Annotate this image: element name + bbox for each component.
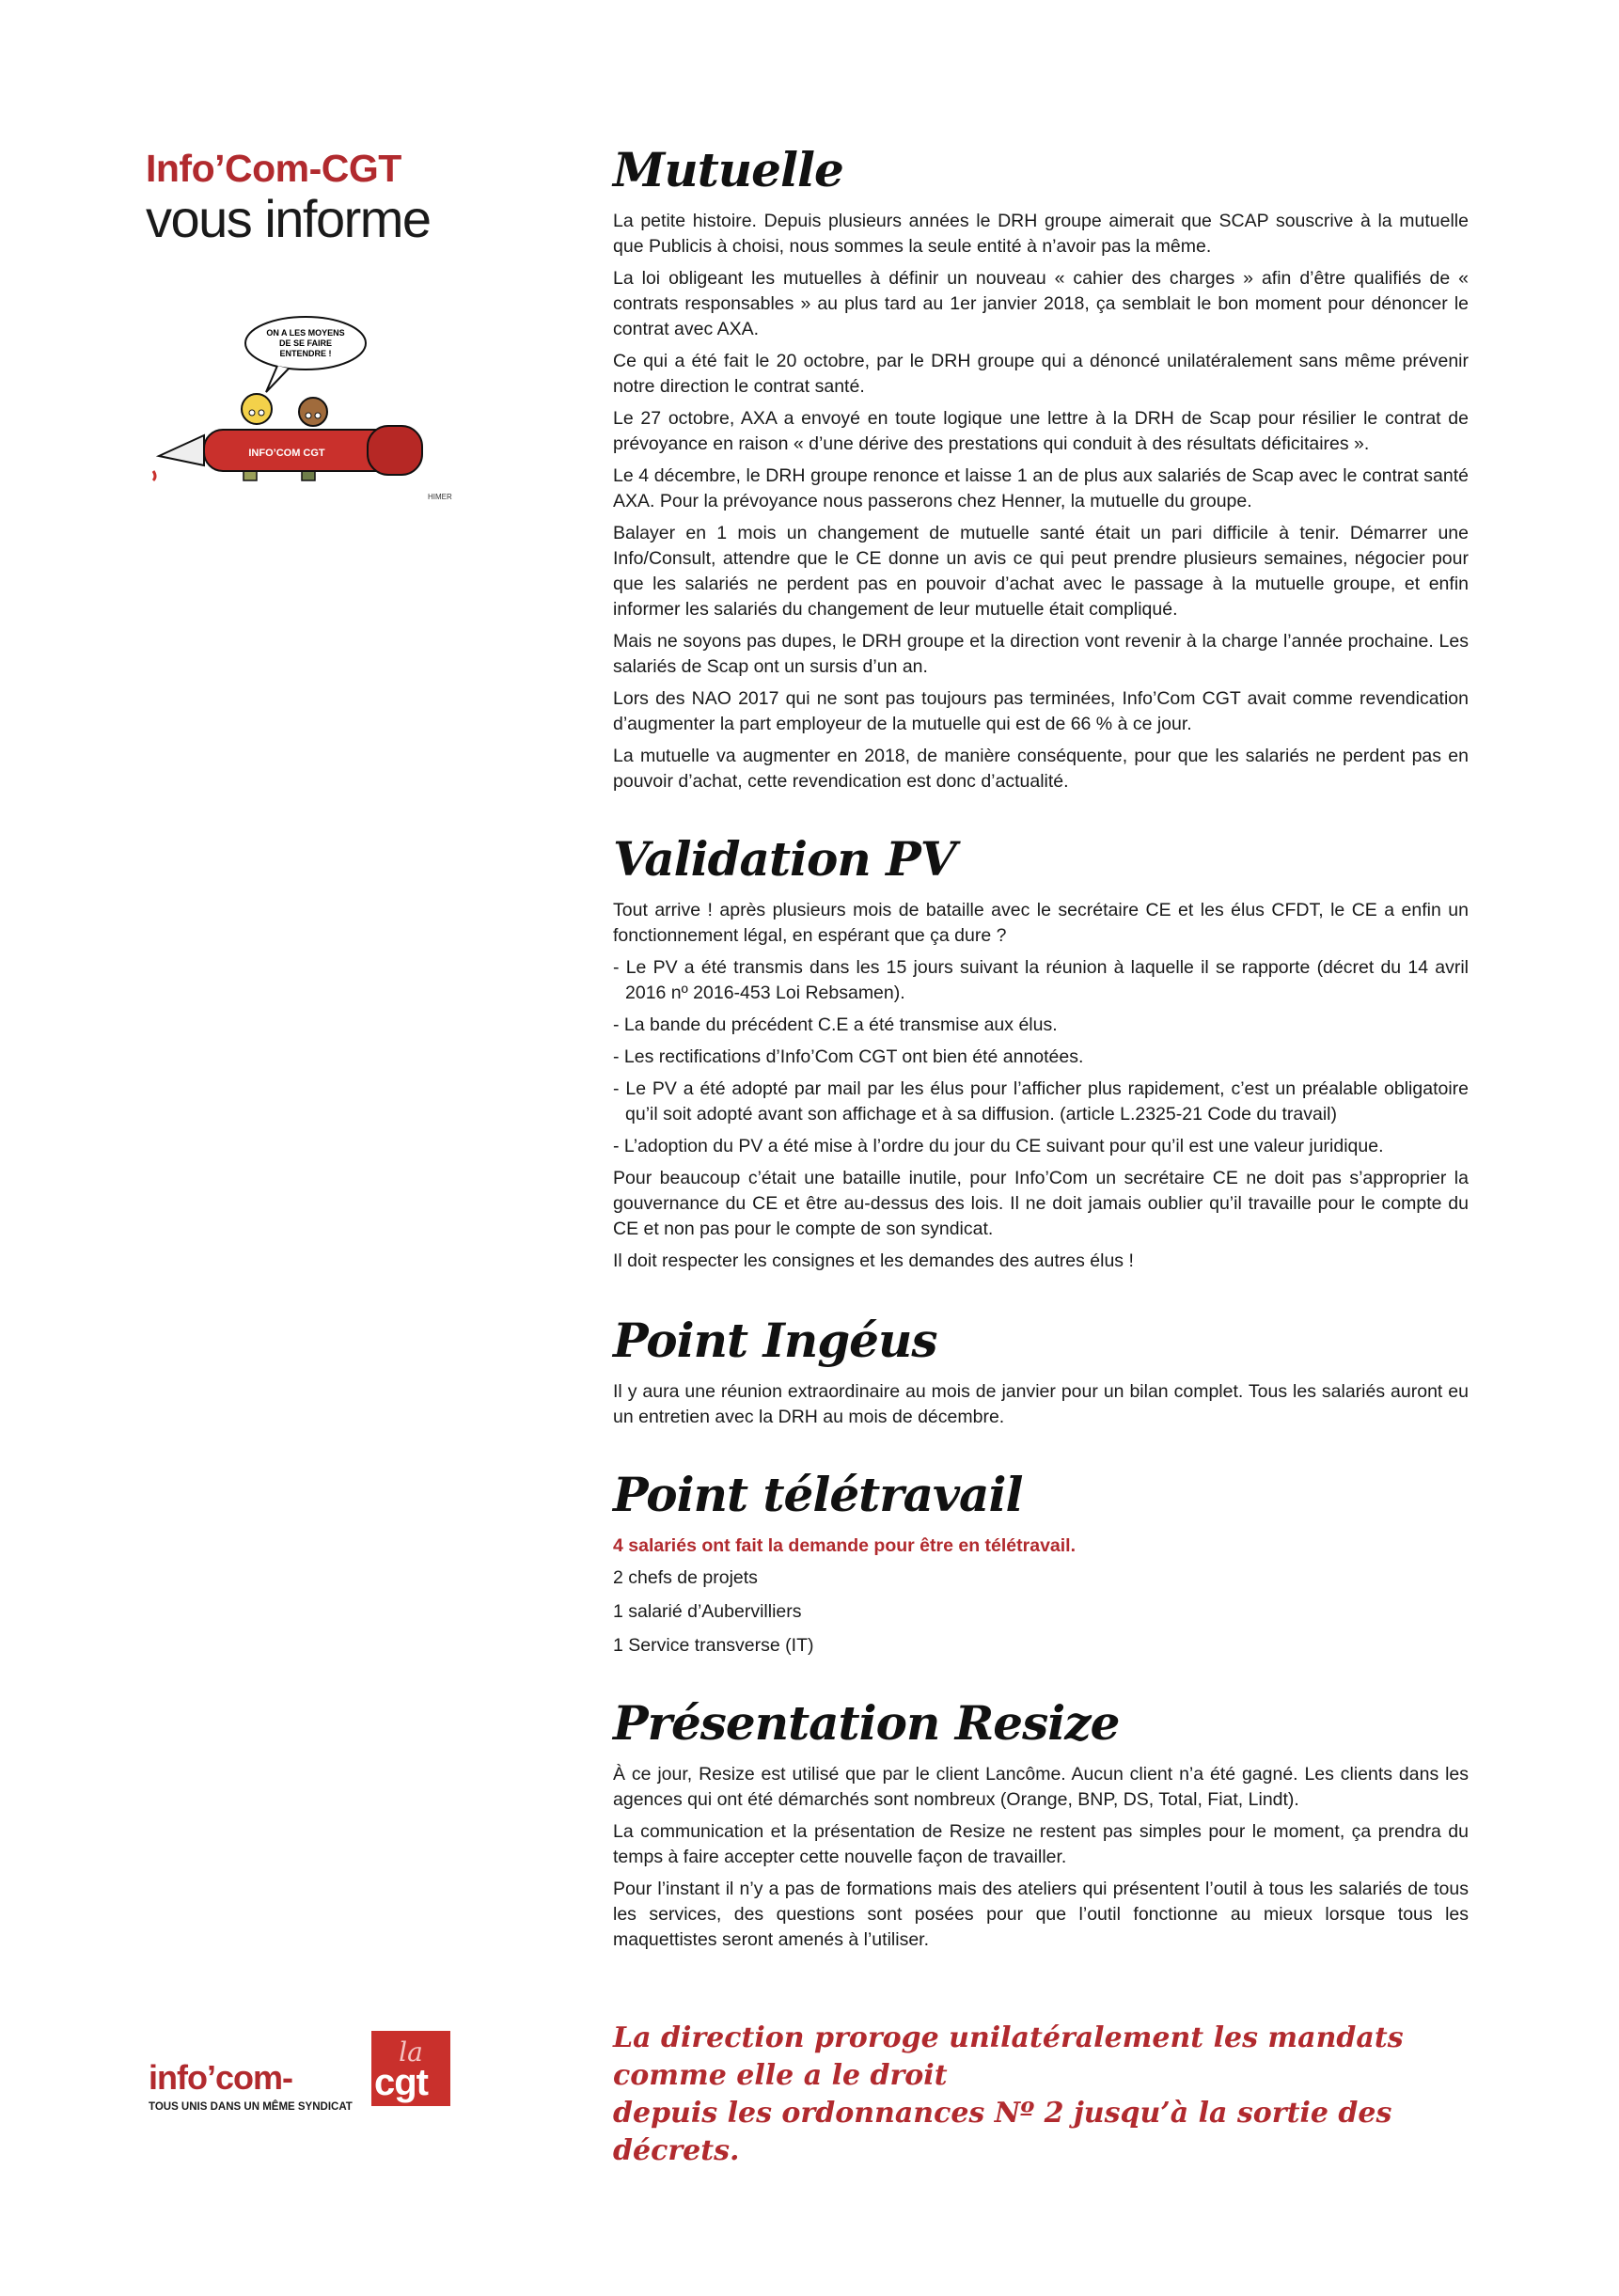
paragraph: Il doit respecter les consignes et les demandes des autres élus ! [613, 1250, 1134, 1271]
paragraph: Ce qui a été fait le 20 octobre, par le DRH groupe qui a dénoncé unilatéralement sans même prévenir notre direction le contrat santé. [613, 351, 1469, 397]
section-presentation-resize [613, 1694, 1469, 1953]
paragraph: La mutuelle va augmenter en 2018, de manière conséquente, pour que les salariés ne perdent pas en pouvoir d’achat, cette revendication est donc d’actualité. [613, 746, 1469, 792]
closing-statement [613, 2020, 1506, 2170]
paragraph: À ce jour, Resize est utilisé que par le client Lancôme. Aucun client n’a été gagné. Les clients dans les agences qui ont été démarchés sont nombreux (Orange, BNP, DS, Total, Fiat, Lindt). [613, 1764, 1469, 1810]
paragraph: La petite histoire. Depuis plusieurs années le DRH groupe aimerait que SCAP souscrive à la mutuelle que Publicis à choisi, nous sommes la seule entité à n’avoir pas la même. [613, 211, 1469, 257]
brand-block [146, 146, 503, 247]
paragraph: Pour l’instant il n’y a pas de formations mais des ateliers qui présentent l’outil à tous les salariés de tous les services, des questions sont posées pour que l’outil fonctionne au mieux lorsque tous les maquettistes seront amenés à l’utiliser. [613, 1879, 1469, 1950]
logo-cgt: cgt [374, 2062, 428, 2103]
closing-line: depuis les ordonnances Nº 2 jusqu’à la sortie des décrets. [613, 2097, 1392, 2167]
paragraph: La loi obligeant les mutuelles à définir un nouveau « cahier des charges » afin d’être qualifiés de « contrats responsables » au plus tard au 1er janvier 2018, ça semblait le bon moment pour dénoncer le contrat avec AXA. [613, 268, 1469, 339]
paragraph: Balayer en 1 mois un changement de mutuelle santé était un pari difficile à tenir. Démarrer une Info/Consult, attendre que le CE donne un avis ce qui peut prendre plusieurs semaines, négocier pour que les salariés ne perdent pas en pouvoir d’achat avec le passage à la mutuelle groupe, et enfin informer les salariés du changement de leur mutuelle était compliqué. [613, 523, 1469, 620]
closing-line: comme elle a le droit [613, 2059, 948, 2092]
bubble-line-1: ON A LES MOYENS [266, 328, 345, 338]
list-item: - La bande du précédent C.E a été transmise aux élus. [613, 1013, 1469, 1038]
cartoon-illustration [146, 315, 465, 503]
paragraph: Il y aura une réunion extraordinaire au mois de janvier pour un bilan complet. Tous les salariés auront eu un entretien avec la DRH au mois de décembre. [613, 1381, 1469, 1427]
bubble-line-2: DE SE FAIRE [278, 338, 333, 348]
highlight-text: 4 salariés ont fait la demande pour être en télétravail. [613, 1535, 1077, 1556]
closing-line: La direction proroge unilatéralement les mandats [613, 2021, 1404, 2054]
list-item: 2 chefs de projets [613, 1567, 758, 1588]
main-content [613, 141, 1469, 1990]
list-item: - L’adoption du PV a été mise à l’ordre du jour du CE suivant pour qu’il est une valeur juridique. [613, 1134, 1469, 1159]
brand-subtitle: vous informe [146, 189, 431, 248]
section-validation-pv [613, 830, 1469, 1274]
section-title: Point télétravail [613, 1467, 1023, 1522]
section-title: Mutuelle [613, 142, 843, 197]
bubble-line-3: ENTENDRE ! [279, 349, 332, 358]
paragraph: Le 27 octobre, AXA a envoyé en toute logique une lettre à la DRH de Scap pour résilier le contrat de prévoyance en raison « d’une dérive des prestations qui conduit à des résultats déficitaires ». [613, 408, 1469, 454]
list-item: 1 salarié d’Aubervilliers [613, 1601, 802, 1622]
list-item: - Le PV a été transmis dans les 15 jours suivant la réunion à laquelle il se rapporte (décret du 14 avril 2016 nº 2016-453 Loi Rebsamen). [613, 955, 1469, 1006]
pen-label: INFO’COM CGT [248, 448, 325, 459]
logo-word: info’com- [149, 2058, 292, 2097]
list-item: - Les rectifications d’Info’Com CGT ont bien été annotées. [613, 1045, 1469, 1070]
infocom-cgt-logo [146, 2031, 465, 2115]
paragraph: Mais ne soyons pas dupes, le DRH groupe et la direction vont revenir à la charge l’année prochaine. Les salariés de Scap ont un sursis d’un an. [613, 631, 1469, 677]
cartoon-signature: HIMER [428, 493, 452, 501]
paragraph: La communication et la présentation de Resize ne restent pas simples pour le moment, ça prendra du temps à faire accepter cette nouvelle façon de travailler. [613, 1821, 1469, 1867]
list-item: - Le PV a été adopté par mail par les élus pour l’afficher plus rapidement, c’est un préalable obligatoire qu’il soit adopté avant son affichage et à sa diffusion. (article L.2325-21 Code du travail) [613, 1077, 1469, 1127]
fountain-pen-icon [159, 426, 422, 475]
section-title: Présentation Resize [613, 1695, 1120, 1751]
logo-tagline: TOUS UNIS DANS UN MÊME SYNDICAT [149, 2101, 353, 2113]
paragraph: Tout arrive ! après plusieurs mois de bataille avec le secrétaire CE et les élus CFDT, le CE a enfin un fonctionnement légal, en espérant que ça dure ? [613, 900, 1469, 946]
section-title: Point Ingéus [613, 1313, 937, 1368]
list-item: 1 Service transverse (IT) [613, 1635, 814, 1656]
paragraph: Lors des NAO 2017 qui ne sont pas toujours pas terminées, Info’Com CGT avait comme revendication d’augmenter la part employeur de la mutuelle qui est de 66 % à ce jour. [613, 688, 1469, 734]
section-point-teletravail [613, 1466, 1469, 1659]
logo-la: la [399, 2037, 423, 2068]
section-point-ingeus [613, 1312, 1469, 1430]
paragraph: Le 4 décembre, le DRH groupe renonce et laisse 1 an de plus aux salariés de Scap avec le contrat santé AXA. Pour la prévoyance nous passerons chez Henner, la mutuelle du groupe. [613, 465, 1469, 511]
paragraph: Pour beaucoup c’était une bataille inutile, pour Info’Com un secrétaire CE ne doit pas s’approprier la gouvernance du CE et être au-dessus des lois. Il ne doit jamais oublier qu’il travaille pour le compte du CE et non pas pour le compte de son syndicat. [613, 1168, 1469, 1239]
section-title: Validation PV [613, 831, 956, 887]
brand-title: Info’Com-CGT [146, 147, 401, 190]
section-mutuelle [613, 141, 1469, 794]
